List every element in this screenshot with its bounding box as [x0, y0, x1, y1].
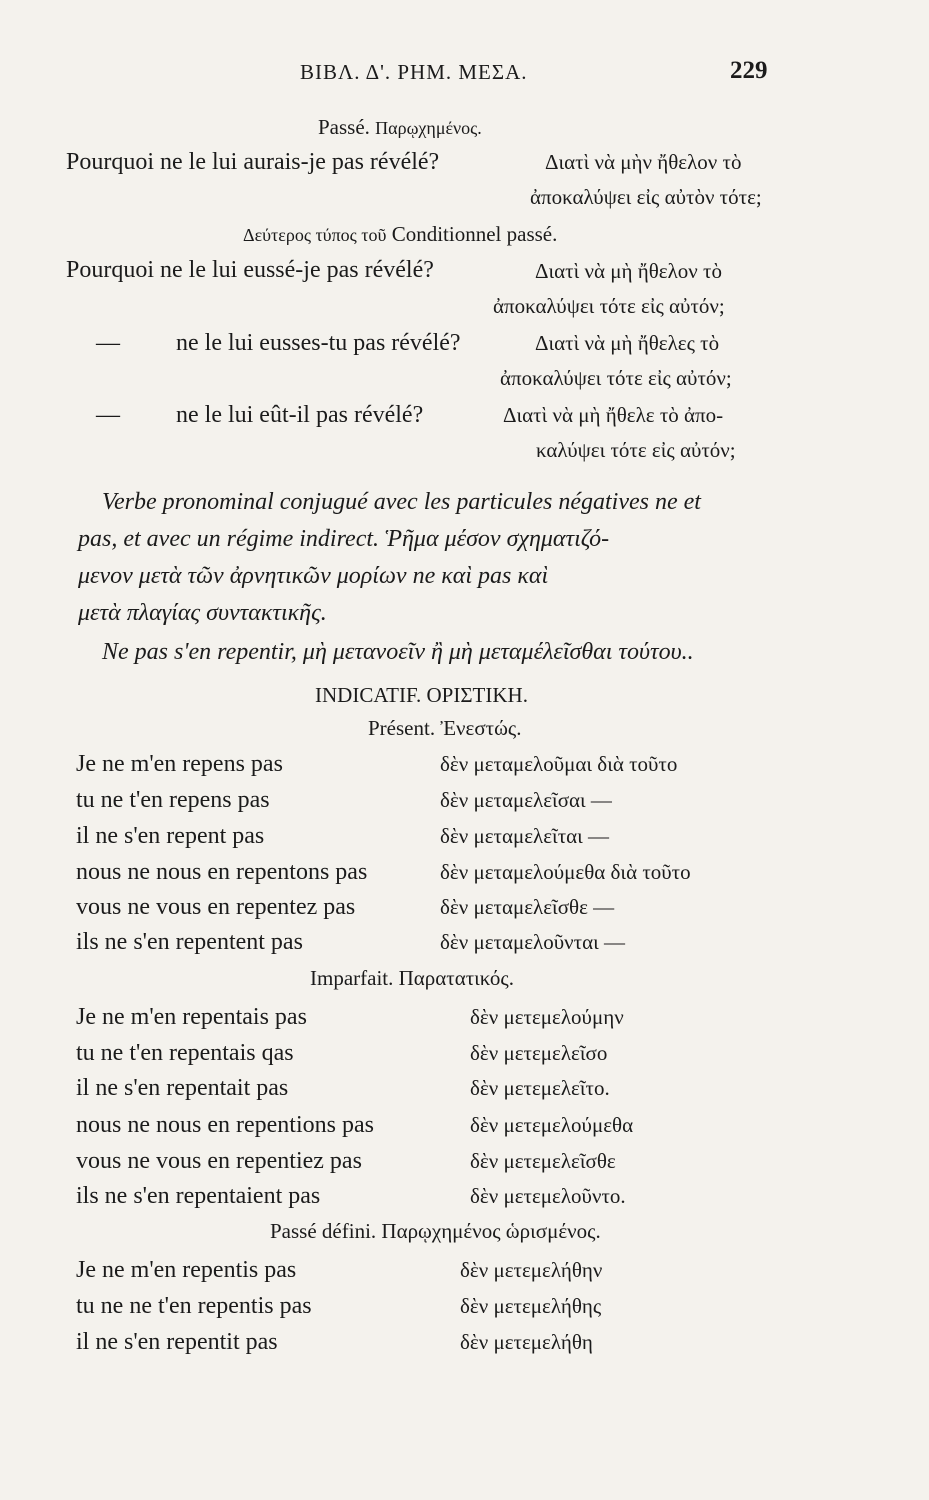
ditto-dash: —	[96, 330, 120, 356]
conj-gr: δὲν μετεμελήθης	[460, 1294, 602, 1318]
conj-gr: δὲν μετεμελήθην	[460, 1258, 603, 1282]
conj-fr: ils ne s'en repentaient pas	[76, 1183, 321, 1209]
paragraph-line: Verbe pronominal conjugué avec les particules négatives ne et	[102, 489, 701, 515]
conj-gr: δὲν μετεμελούμην	[470, 1005, 624, 1029]
conj-gr: δὲν μεταμελεῖσθε —	[440, 895, 615, 919]
conj-gr: δὲν μετεμελήθη	[460, 1330, 593, 1354]
tense-heading-imparfait: Imparfait. Παρατατικός.	[310, 966, 514, 990]
conj-gr: δὲν μεταμελεῖσαι —	[440, 788, 612, 812]
section-heading	[318, 117, 482, 138]
greek-translation: Διατὶ νὰ μὴ ἤθελον τὸ	[535, 259, 722, 283]
conj-fr: vous ne vous en repentez pas	[76, 894, 356, 920]
subheading-fr: Conditionnel passé.	[391, 222, 558, 246]
french-sentence: ne le lui eût-il pas révélé?	[176, 402, 424, 428]
heading-fr: Passé.	[318, 115, 370, 139]
conj-gr: δὲν μετεμελεῖσο	[470, 1041, 608, 1065]
greek-translation-cont: καλύψει τότε εἰς αὐτόν;	[536, 438, 736, 462]
conj-gr: δὲν μετεμελεῖτο.	[470, 1076, 610, 1100]
conj-fr: nous ne nous en repentons pas	[76, 859, 368, 885]
mood-title: INDICATIF. ΟΡΙΣΤΙΚΗ.	[315, 683, 528, 707]
conj-gr: δὲν μεταμελοῦνται —	[440, 930, 625, 954]
conj-fr: Je ne m'en repentais pas	[76, 1004, 307, 1030]
greek-translation-cont: ἀποκαλύψει εἰς αὐτὸν τότε;	[530, 185, 762, 209]
conj-gr: δὲν μετεμελοῦντο.	[470, 1184, 626, 1208]
conj-gr: δὲν μετεμελεῖσθε	[470, 1149, 616, 1173]
conj-fr: tu ne t'en repentais qas	[76, 1040, 294, 1066]
conj-fr: ils ne s'en repentent pas	[76, 929, 303, 955]
subheading-gr: Δεύτερος τύπος τοῦ	[243, 225, 387, 245]
conj-fr: il ne s'en repentait pas	[76, 1075, 289, 1101]
page-number: 229	[730, 57, 768, 84]
greek-translation-cont: ἀποκαλύψει τότε εἰς αὐτόν;	[493, 294, 725, 318]
subheading	[243, 224, 557, 245]
paragraph-line: μετὰ πλαγίας συντακτικῆς.	[78, 600, 327, 626]
conj-gr: δὲν μεταμελοῦμαι διὰ τοῦτο	[440, 752, 678, 776]
conj-fr: il ne s'en repentit pas	[76, 1329, 278, 1355]
ditto-dash: —	[96, 402, 120, 428]
conj-gr: δὲν μεταμελούμεθα διὰ τοῦτο	[440, 860, 691, 884]
conj-fr: nous ne nous en repentions pas	[76, 1112, 374, 1138]
tense-heading-passe-defini: Passé défini. Παρῳχημένος ὡρισμένος.	[270, 1219, 601, 1243]
paragraph-line: μενον μετὰ τῶν ἀρνητικῶν μορίων ne καὶ pas καὶ	[78, 563, 549, 589]
french-sentence: ne le lui eusses-tu pas révélé?	[176, 330, 461, 356]
french-sentence: Pourquoi ne le lui aurais-je pas révélé?	[66, 149, 440, 175]
example-line: Ne pas s'en repentir, μὴ μετανοεῖν ἢ μὴ μεταμέλεῖσθαι τούτου..	[102, 639, 694, 665]
conj-fr: Je ne m'en repens pas	[76, 751, 283, 777]
paragraph-line: pas, et avec un régime indirect. Ῥῆμα μέσον σχηματιζό-	[78, 526, 610, 552]
heading-gr: Παρῳχημένος.	[375, 118, 482, 138]
greek-translation: Διατὶ νὰ μὴν ἤθελον τὸ	[545, 150, 742, 174]
conj-fr: vous ne vous en repentiez pas	[76, 1148, 362, 1174]
conj-gr: δὲν μεταμελεῖται —	[440, 824, 610, 848]
running-title: ΒΙΒΛ. Δ'. ΡΗΜ. ΜΕΣΑ.	[300, 60, 528, 84]
greek-translation-cont: ἀποκαλύψει τότε εἰς αὐτόν;	[500, 366, 732, 390]
conj-fr: Je ne m'en repentis pas	[76, 1257, 297, 1283]
french-sentence: Pourquoi ne le lui eussé-je pas révélé?	[66, 257, 434, 283]
conj-fr: tu ne t'en repens pas	[76, 787, 270, 813]
greek-translation: Διατὶ νὰ μὴ ἤθελες τὸ	[535, 331, 720, 355]
conj-fr: il ne s'en repent pas	[76, 823, 265, 849]
conj-gr: δὲν μετεμελούμεθα	[470, 1113, 634, 1137]
tense-heading-present: Présent. Ἐνεστώς.	[368, 716, 522, 740]
greek-translation: Διατὶ νὰ μὴ ἤθελε τὸ ἀπο-	[503, 403, 724, 427]
conj-fr: tu ne ne t'en repentis pas	[76, 1293, 312, 1319]
